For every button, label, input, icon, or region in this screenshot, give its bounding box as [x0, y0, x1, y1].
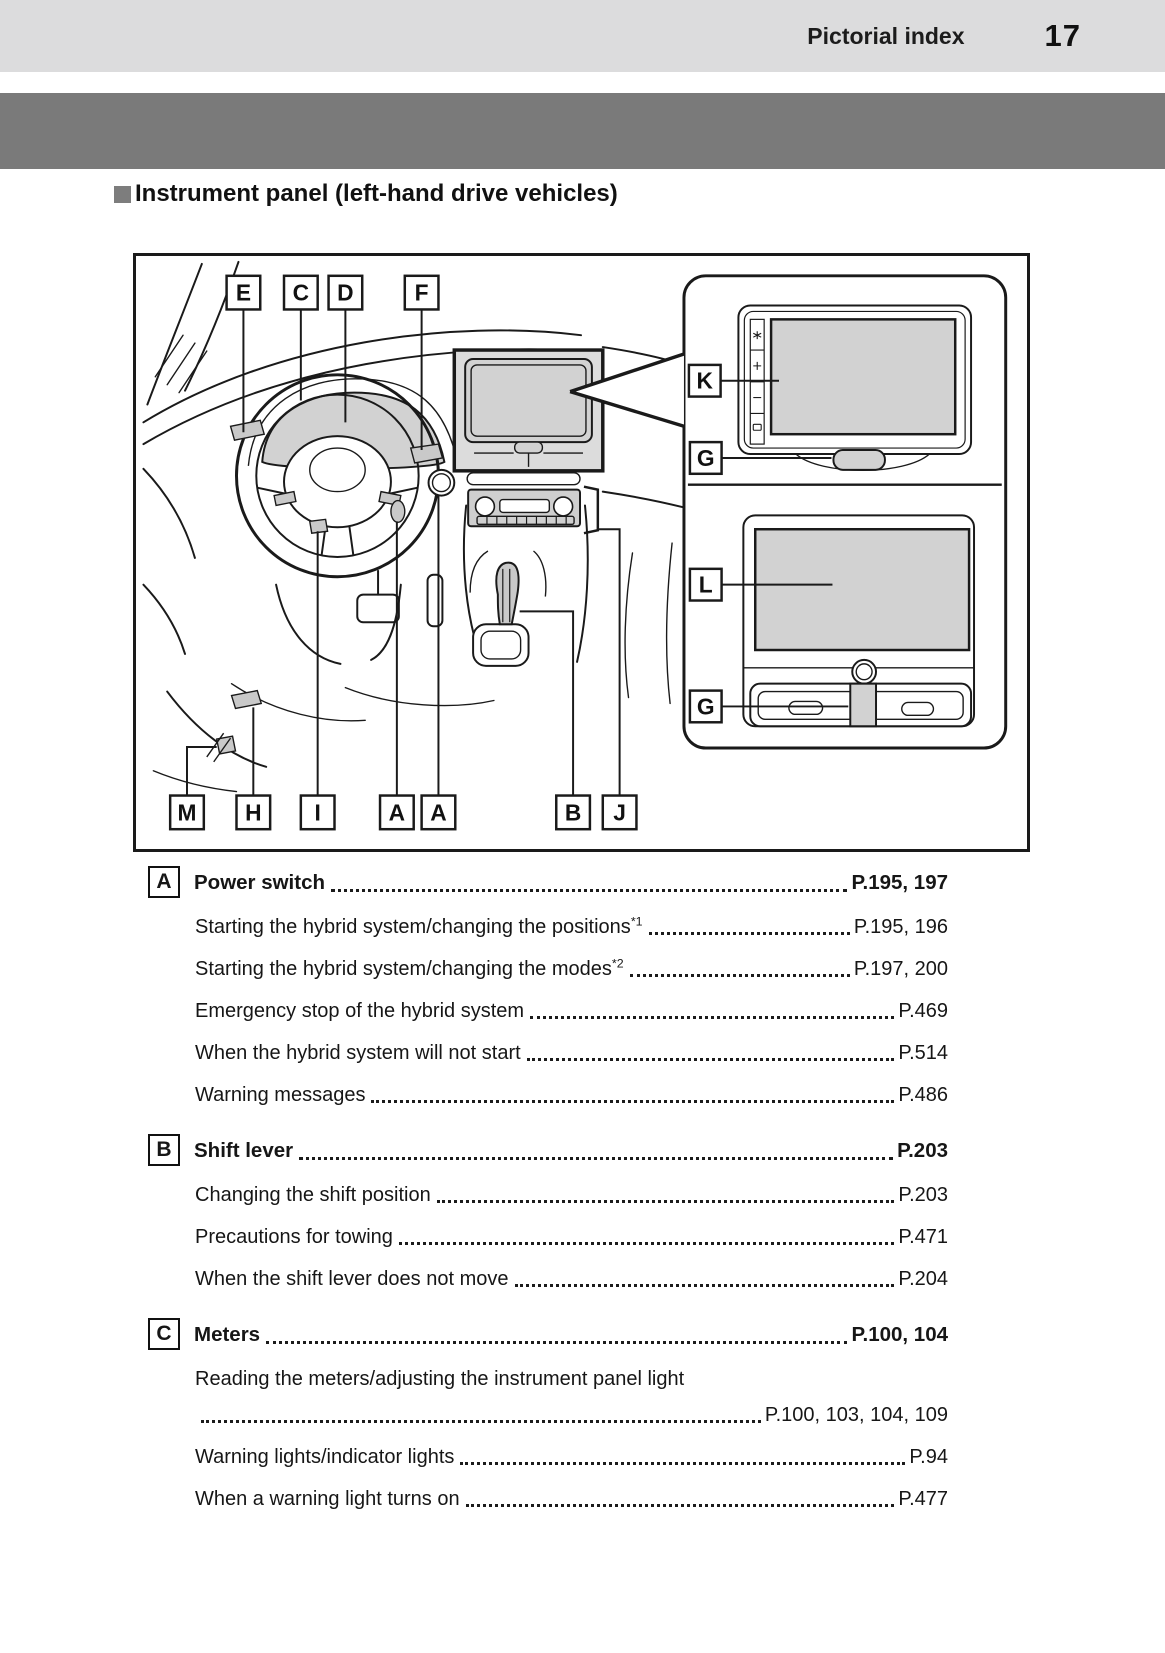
index-sub-text-main: Changing the shift position [195, 1184, 431, 1206]
index-sub-text-main: When the shift lever does not move [195, 1268, 509, 1290]
index-item [148, 1318, 948, 1350]
section-heading [114, 180, 618, 208]
index-sub-item [148, 998, 948, 1024]
index-sub-text-main: Warning lights/indicator lights [195, 1446, 455, 1468]
index-letter-box: B [148, 1134, 180, 1166]
index-sub-item [148, 1366, 948, 1392]
svg-text:J: J [613, 799, 626, 826]
dot-leader [515, 1284, 895, 1287]
page-reference: P.195, 197 [851, 871, 948, 894]
index-sub-text-main: Warning messages [195, 1084, 366, 1106]
dot-leader [649, 932, 850, 935]
vent-strip [467, 473, 580, 485]
callout-letters [178, 280, 715, 826]
multimedia-display-top [738, 305, 971, 470]
dot-leader [331, 889, 847, 892]
dot-leader [630, 974, 850, 977]
index-sub-text [195, 1486, 460, 1512]
dot-leader [527, 1058, 895, 1061]
index-sub-text-main: Starting the hybrid system/changing the modes [195, 958, 612, 980]
index-letter-box: C [148, 1318, 180, 1350]
svg-text:D: D [337, 279, 354, 306]
dot-leader [530, 1016, 894, 1019]
svg-text:G: G [696, 444, 715, 471]
page-reference: P.204 [898, 1268, 948, 1290]
index-sub-item [148, 1266, 948, 1292]
svg-text:C: C [292, 279, 310, 306]
index-sub-item [148, 1182, 948, 1208]
index-sub-item [148, 914, 948, 940]
page-reference: P.100, 103, 104, 109 [764, 1404, 948, 1426]
page-reference: P.100, 104 [851, 1323, 948, 1346]
dot-leader [266, 1341, 847, 1344]
svg-text:E: E [235, 279, 252, 306]
page-reference: P.469 [898, 1000, 948, 1022]
index-sub-item [148, 1082, 948, 1108]
section-title-text: Instrument panel (left-hand drive vehicles) [135, 180, 618, 207]
dot-leader [460, 1462, 905, 1465]
page-reference: P.514 [898, 1042, 948, 1064]
index-sub-text-main: Precautions for towing [195, 1226, 393, 1248]
section-bullet-square [114, 186, 131, 203]
page-reference: P.477 [898, 1488, 948, 1510]
index-sub-text [195, 1182, 431, 1208]
index-sub-text [195, 1040, 521, 1066]
svg-text:G: G [696, 693, 715, 720]
index-sub-item [148, 1224, 948, 1250]
svg-text:H: H [245, 799, 262, 826]
instrument-panel-diagram [133, 253, 1030, 852]
svg-text:I: I [314, 799, 321, 826]
dot-leader [201, 1420, 761, 1423]
pictorial-index-list [148, 866, 948, 1512]
index-sub-item [148, 1040, 948, 1066]
index-sub-text: Reading the meters/adjusting the instrument panel light [195, 1368, 685, 1390]
index-sub-text [195, 956, 624, 982]
page-reference: P.195, 196 [853, 916, 948, 938]
center-display [454, 350, 602, 471]
index-sub-text-main: When a warning light turns on [195, 1488, 460, 1510]
index-sub-item [148, 956, 948, 982]
page-reference: P.203 [897, 1139, 948, 1162]
page-reference: P.94 [909, 1446, 948, 1468]
footnote-marker: *2 [611, 956, 624, 971]
index-item [148, 866, 948, 898]
page-reference: P.486 [898, 1084, 948, 1106]
index-letter-box: A [148, 866, 180, 898]
svg-text:K: K [696, 367, 713, 394]
dashboard-illustration [143, 262, 684, 792]
index-sub-text [195, 1444, 454, 1470]
index-item-title: Meters [194, 1323, 261, 1346]
dot-leader [399, 1242, 894, 1245]
index-item-title: Power switch [194, 871, 326, 894]
index-sub-item [148, 1444, 948, 1470]
index-sub-text [195, 1266, 509, 1292]
index-sub-text-main: Emergency stop of the hybrid system [195, 1000, 525, 1022]
dot-leader [437, 1200, 895, 1203]
page-reference: P.203 [898, 1184, 948, 1206]
page-number: 17 [1044, 18, 1081, 53]
multimedia-display-bottom [743, 515, 974, 726]
index-item-title: Shift lever [194, 1139, 294, 1162]
chapter-banner [0, 93, 1165, 169]
index-sub-text-main: When the hybrid system will not start [195, 1042, 521, 1064]
index-sub-text-main: Starting the hybrid system/changing the positions [195, 916, 631, 938]
audio-panel [468, 487, 598, 534]
index-item [148, 1134, 948, 1166]
page-reference: P.197, 200 [853, 958, 948, 980]
index-sub-item [148, 1486, 948, 1512]
dot-leader [299, 1157, 893, 1160]
dot-leader [466, 1504, 895, 1507]
index-sub-text [195, 1082, 365, 1108]
page-header [0, 0, 1165, 72]
svg-text:L: L [698, 571, 713, 598]
index-sub-text [195, 1224, 393, 1250]
header-title: Pictorial index [807, 22, 965, 49]
index-sub-text [195, 914, 643, 940]
index-sub-text [195, 998, 524, 1024]
footnote-marker: *1 [630, 914, 643, 929]
svg-text:B: B [564, 799, 582, 826]
index-sub-item-continued [148, 1402, 948, 1428]
shift-lever [470, 551, 546, 666]
svg-text:A: A [388, 799, 406, 826]
svg-text:A: A [430, 799, 447, 826]
page-reference: P.471 [898, 1226, 948, 1248]
dot-leader [371, 1100, 894, 1103]
svg-text:F: F [414, 279, 429, 306]
svg-text:M: M [177, 799, 197, 826]
